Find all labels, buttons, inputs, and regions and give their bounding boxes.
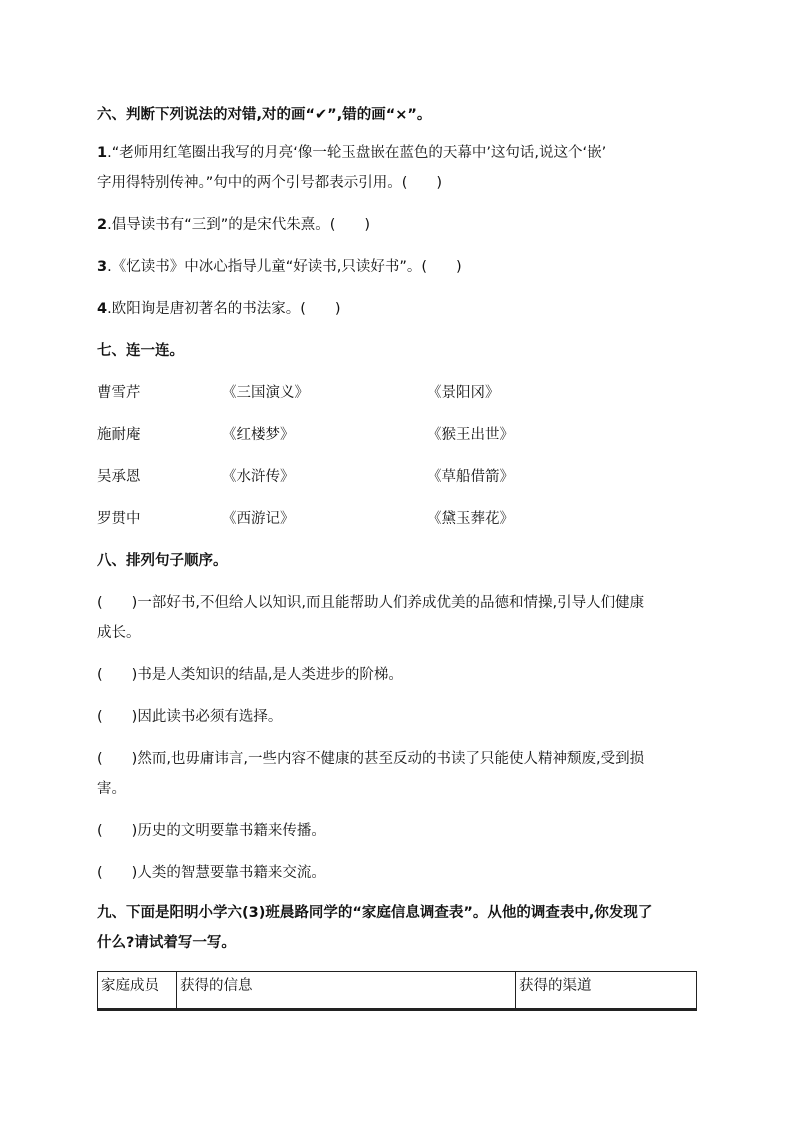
item-number: 3 [97, 259, 108, 275]
sentence-text: 一部好书,不但给人以知识,而且能帮助人们养成优美的品德和情操,引导人们健康 [137, 595, 645, 611]
item-text: .《忆读书》中冰心指导儿童“好读书,只读好书”。( ) [107, 259, 462, 275]
book-3: 《水浒传》 [222, 469, 295, 485]
order-blank[interactable]: ( ) [97, 667, 138, 683]
sentence-text: 人类的智慧要靠书籍来交流。 [137, 865, 326, 881]
section9-heading-line2: 什么?请试着写一写。 [97, 935, 236, 951]
sentence-text: 书是人类知识的结晶,是人类进步的阶梯。 [137, 667, 403, 683]
section6-item-3 [97, 256, 698, 278]
section6-heading: 六、判断下列说法的对错,对的画“✔”,错的画“×”。 [97, 107, 432, 123]
sentence-1-line1 [97, 592, 698, 614]
episode-2: 《猴王出世》 [427, 427, 514, 443]
book-1: 《三国演义》 [222, 385, 309, 401]
item-number: 2 [97, 217, 108, 233]
order-blank[interactable]: ( ) [97, 709, 138, 725]
header-info-obtained: 获得的信息 [177, 972, 516, 1010]
episode-1: 《景阳冈》 [427, 385, 500, 401]
section6-item-4 [97, 298, 698, 320]
section6-item-1-line1 [97, 142, 698, 164]
author-1: 曹雪芹 [97, 385, 141, 401]
item-text: .欧阳询是唐初著名的书法家。( ) [107, 301, 341, 317]
book-4: 《西游记》 [222, 511, 295, 527]
header-channel: 获得的渠道 [516, 972, 697, 1010]
item-number: 4 [97, 301, 108, 317]
sentence-6 [97, 862, 698, 884]
header-family-member: 家庭成员 [98, 972, 177, 1010]
sentence-2 [97, 664, 698, 686]
table-row [98, 972, 697, 1010]
item-text: .“老师用红笔圈出我写的月亮‘像一轮玉盘嵌在蓝色的天幕中’这句话,说这个‘嵌’ [107, 145, 607, 161]
section7-heading: 七、连一连。 [97, 343, 184, 359]
sentence-5 [97, 820, 698, 842]
section6-item-1-line2: 字用得特别传神。”句中的两个引号都表示引用。( ) [97, 175, 443, 191]
order-blank[interactable]: ( ) [97, 595, 138, 611]
sentence-3 [97, 706, 698, 728]
order-blank[interactable]: ( ) [97, 823, 138, 839]
order-blank[interactable]: ( ) [97, 751, 138, 767]
sentence-1-line2: 成长。 [97, 625, 141, 641]
section9-heading-line1: 九、下面是阳明小学六(3)班晨路同学的“家庭信息调查表”。从他的调查表中,你发现了 [97, 905, 653, 921]
family-survey-table [97, 971, 697, 1011]
sentence-text: 因此读书必须有选择。 [137, 709, 283, 725]
sentence-text: 然而,也毋庸讳言,一些内容不健康的甚至反动的书读了只能使人精神颓废,受到损 [137, 751, 645, 767]
author-4: 罗贯中 [97, 511, 141, 527]
episode-4: 《黛玉葬花》 [427, 511, 514, 527]
sentence-4-line2: 害。 [97, 781, 126, 797]
episode-3: 《草船借箭》 [427, 469, 514, 485]
sentence-4-line1 [97, 748, 698, 770]
order-blank[interactable]: ( ) [97, 865, 138, 881]
section8-heading: 八、排列句子顺序。 [97, 553, 228, 569]
author-2: 施耐庵 [97, 427, 141, 443]
item-number: 1 [97, 145, 108, 161]
author-3: 吴承恩 [97, 469, 141, 485]
item-text: .倡导读书有“三到”的是宋代朱熹。( ) [107, 217, 371, 233]
sentence-text: 历史的文明要靠书籍来传播。 [137, 823, 326, 839]
section6-item-2 [97, 214, 698, 236]
book-2: 《红楼梦》 [222, 427, 295, 443]
